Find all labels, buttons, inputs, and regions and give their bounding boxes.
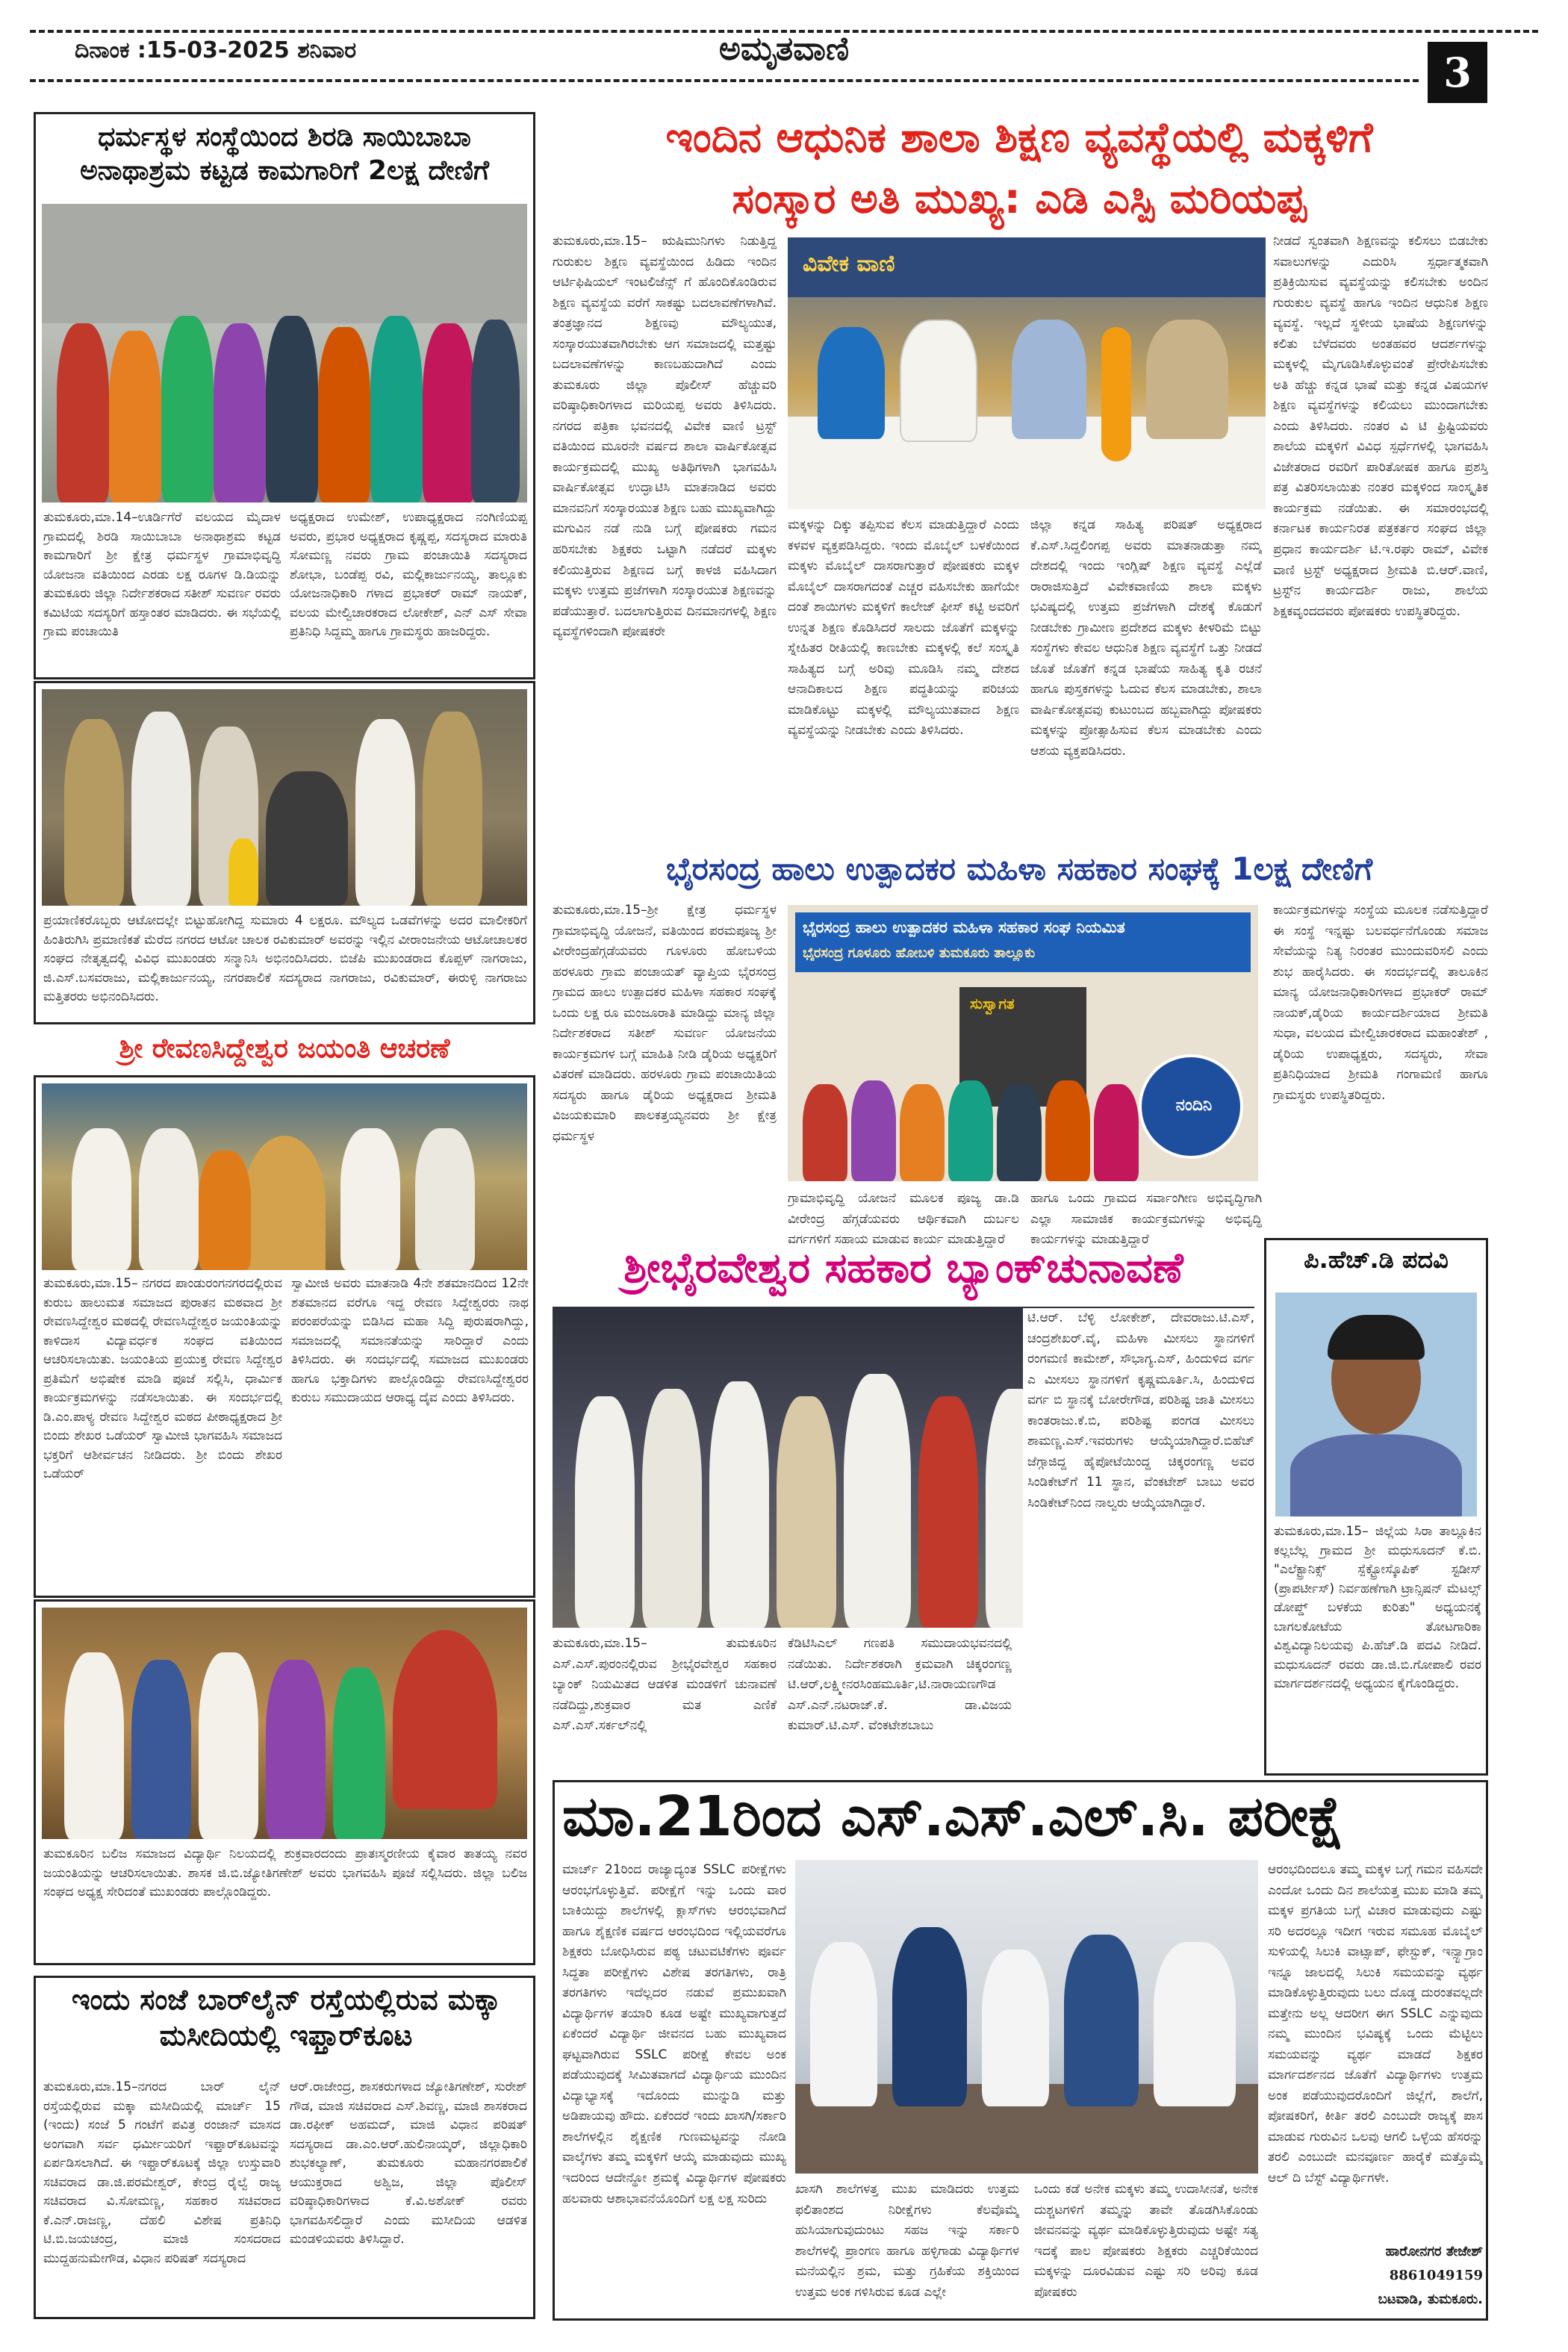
- photo-person: [844, 1374, 911, 1628]
- article-revanasiddeshwara: [34, 1075, 535, 1598]
- school-text-col2: ಮಕ್ಕಳನ್ನು ದಿಕ್ಕು ತಪ್ಪಿಸುವ ಕೆಲಸ ಮಾಡುತ್ತಿದ್ದಾರೆ ಎಂದು ಕಳವಳ ವ್ಯಕ್ತಪಡಿಸಿದ್ದರು. ಇಂದು ಮೊಬೈಲ್ ಬಳಕೆಯಿಂದ ಮಕ್ಕಳು ಮೊಬೈಲ್ ದಾಸರಾಗುತ್ತಾರೆ ಪೋಷಕರು ಮಕ್ಕಳ ಮೊಬೈಲ್ ದಾಸರಾಗದಂತೆ ಎಚ್ಚರ ವಹಿಸಬೇಕು ಹಾಗೆಯೇ ದಂತೆ ಶಾಯಿಗಳು ಮಕ್ಕಳಿಗೆ ಕಾಲೇಜ್ ಫೀಸ್ ಕಟ್ಟಿ ಅವರಿಗೆ ಉನ್ನತ ಶಿಕ್ಷಣ ಕೊಡಿಸಿದರೆ ಸಾಲದು ಜೊತೆಗೆ ಮಕ್ಕಳನ್ನು ಸ್ನೇಹಿತರ ರೀತಿಯಲ್ಲಿ ಕಾಣಬೇಕು ಮಕ್ಕಳಲ್ಲಿ ಕಲೆ ಸಂಸ್ಕೃತಿ ಸಾಹಿತ್ಯದ ಬಗ್ಗೆ ಅರಿವು ಮೂಡಿಸಿ ನಮ್ಮ ದೇಶದ ಆನಾದಿಕಾಲದ ಶಿಕ್ಷಣ ಪದ್ಧತಿಯನ್ನು ಪರಿಚಯ ಮಾಡಿಕೊಟ್ಟು ಮಕ್ಕಳಲ್ಲಿ ಮೌಲ್ಯಯುತವಾದ ಶಿಕ್ಷಣ ವ್ಯವಸ್ಥೆಯನ್ನು ನೀಡಬೇಕು ಎಂದು ತಿಳಿಸಿದರು.: [788, 517, 1019, 738]
- article-balija-photo: [34, 1599, 535, 1965]
- nandini-logo-text: ನಂದಿನಿ: [1175, 1096, 1213, 1115]
- photo-person: [709, 1381, 769, 1628]
- photo-swamiji: [199, 1151, 251, 1270]
- photo-person: [471, 320, 520, 503]
- photo-person: [1146, 320, 1228, 439]
- photo-person: [64, 719, 124, 906]
- article-sslc: [553, 1780, 1488, 2321]
- issue-date: ದಿನಾಂಕ :15-03-2025 ಶನಿವಾರ: [75, 37, 357, 63]
- photo-person: [900, 1084, 945, 1181]
- photo-dairy-society: [788, 905, 1258, 1181]
- dairy-text-col3: ಹಾಗೂ ಒಂದು ಗ್ರಾಮದ ಸರ್ವಾಂಗೀಣ ಅಭಿವೃದ್ಧಿಗಾಗಿ ಎಲ್ಲಾ ಸಾಮಾಜಿಕ ಕಾರ್ಯಕ್ರಮಗಳನ್ನು ಅಭಿವೃದ್ಧಿ ಕಾರ್ಯಗಳನ್ನು ಮಾಡುತ್ತಿದ್ದಾರೆ: [1030, 1191, 1262, 1248]
- photo-person: [214, 323, 266, 503]
- photo-person: [575, 1396, 635, 1628]
- photo-person: [642, 1389, 702, 1628]
- photo-person: [161, 316, 214, 503]
- photo-person: [1045, 1080, 1090, 1181]
- dairy-sign-subtext: ಭೈರಸಂದ್ರ ಗೂಳೂರು ಹೋಬಳಿ ತುಮಕೂರು ತಾಲ್ಲೂಕು: [803, 945, 1036, 961]
- dairy-sign-text: ಭೈರಸಂದ್ರ ಹಾಲು ಉತ್ಪಾದಕರ ಮಹಿಳಾ ಸಹಕಾರ ಸಂಘ ನಿಯಮಿತ: [803, 918, 1125, 936]
- photo-building-wall: [42, 204, 527, 323]
- photo-shirt: [1290, 1434, 1462, 1516]
- photo-person: [803, 1084, 847, 1181]
- photo-revanasiddeshwara: [42, 1083, 527, 1270]
- photo-idol: [393, 1630, 497, 1809]
- photo-person: [266, 316, 318, 503]
- headline-ifthar: ಇಂದು ಸಂಜೆ ಬಾರ್‌ಲೈನ್ ರಸ್ತೆಯಲ್ಲಿರುವ ಮಕ್ಕಾ ಮಸೀದಿಯಲ್ಲಿ ಇಫ್ತಾರ್‌ಕೂಟ: [71, 1983, 501, 2052]
- sslc-author-phone: 8861049159: [1389, 2268, 1483, 2283]
- headline-phd: ಪಿ.ಹೆಚ್.ಡಿ ಪದವಿ: [1304, 1245, 1449, 1274]
- sslc-author: ಹಾರೋನಗರ ತೇಜೇಶ್: [1385, 2244, 1483, 2259]
- photo-person: [64, 1652, 124, 1839]
- headline-dairy: ಭೈರಸಂದ್ರ ಹಾಲು ಉತ್ಪಾದಕರ ಮಹಿಳಾ ಸಹಕಾರ ಸಂಘಕ್ಕೆ 1ಲಕ್ಷ ದೇಣಿಗೆ: [665, 850, 1373, 887]
- photo-balija-samaja: [42, 1608, 527, 1839]
- photo-person: [266, 1660, 326, 1839]
- photo-lamp: [1101, 327, 1131, 461]
- photo-person: [818, 327, 885, 439]
- article-dharmasthala: [34, 112, 535, 679]
- school-text-col1: ತುಮಕೂರು,ಮಾ.15– ಋಷಿಮುನಿಗಳು ನಿಡುತ್ತಿದ್ದ ಗುರುಕುಲ ಶಿಕ್ಷಣ ವ್ಯವಸ್ಥೆಯಿಂದ ಹಿಡಿದು ಇಂದಿನ ಆರ್ಟಿಫಿಷಿಯಲ್ ಇಂಟಲಿಜೆನ್ಸ್ ಗೆ ಹೊಂದಿಕೊಂಡಿರುವ ಶಿಕ್ಷಣ ವ್ಯವಸ್ಥೆಯ ವರೆಗೆ ಸಾಕಷ್ಟು ಬದಲಾವಣೆಗಳಾಗಿವೆ. ತಂತ್ರಜ್ಞಾನದ ಶಿಕ್ಷಣವು ಮೌಲ್ಯಯುತ, ಸಂಸ್ಕಾರಯುತವಾಗಿರಬೇಕು ಆಗ ಸಮಾಜದಲ್ಲಿ ಮತ್ತಷ್ಟು ಬದಲಾವಣೆಗಳನ್ನು ಕಾಣಬಹುದಾಗಿದೆ ಎಂದು ತುಮಕೂರು ಜಿಲ್ಲಾ ಪೊಲೀಸ್ ಹೆಚ್ಚುವರಿ ವರಿಷ್ಠಾಧಿಕಾರಿಗಳಾದ ಮರಿಯಪ್ಪ ಅವರು ತಿಳಿಸಿದರು. ನಗರದ ಪತ್ರಿಕಾ ಭವನದಲ್ಲಿ ವಿವೇಕ ವಾಣಿ ಟ್ರಸ್ಟ್ ವತಿಯಿಂದ ಮೂರನೇ ವರ್ಷದ ಶಾಲಾ ವಾರ್ಷಿಕೋತ್ಸವ ಕಾರ್ಯಕ್ರಮದಲ್ಲಿ ಮುಖ್ಯ ಅತಿಥಿಗಳಾಗಿ ಭಾಗವಹಿಸಿ ವಾರ್ಷಿಕೋತ್ಸವ ಉದ್ಘಾಟಿಸಿ ಮಾತನಾಡಿದ ಅವರು ಮಾನವನಿಗೆ ಸಂಸ್ಕಾರಯುತ ಶಿಕ್ಷಣ ಬಹು ಮುಖ್ಯವಾಗಿದ್ದು ಮಗುವಿನ ನಡೆ ನುಡಿ ಬಗ್ಗೆ ಪೋಷಕರು ಗಮನ ಹರಿಸಬೇಕು ಶಿಕ್ಷಕರು ಒಟ್ಟಾಗಿ ನಡೆದರೆ ಮಕ್ಕಳು ಕಲಿಯುತ್ತಿರುವ ಶಿಕ್ಷಣದ ಬಗ್ಗೆ ಕಾಳಜಿ ವಹಿಸಿದಾಗ ಮಕ್ಕಳು ಉತ್ತಮ ಪ್ರಜೆಗಳಾಗಿ ಸಂಸ್ಕಾರಯುತ ಶಿಕ್ಷಣವನ್ನು ಪಡೆಯುತ್ತಾರೆ. ಬದಲಾಗುತ್ತಿರುವ ದಿನಮಾನಗಳಲ್ಲಿ ಶಿಕ್ಷಣ ವ್ಯವಸ್ಥೆಗಳಿಂದಾಗಿ ಪೋಷಕರೇ: [553, 234, 777, 640]
- photo-person: [131, 1660, 191, 1839]
- newspaper-title: ಅಮೃತವಾಣಿ: [718, 30, 850, 68]
- auto-caption: ಪ್ರಯಾಣಿಕರೊಬ್ಬರು ಆಟೋದಲ್ಲೇ ಬಿಟ್ಟುಹೋಗಿದ್ದ ಸುಮಾರು 4 ಲಕ್ಷರೂ. ಮೌಲ್ಯದ ಒಡವೆಗಳನ್ನು ಅದರ ಮಾಲೀಕರಿಗೆ ಹಿಂತಿರುಗಿಸಿ ಪ್ರಮಾಣಿಕತೆ ಮೆರೆದ ನಗರದ ಆಟೋ ಚಾಲಕ ರವಿಕುಮಾರ್ ಅವರನ್ನು ಇಲ್ಲಿನ ವೀರಾಂಜನೇಯ ಆಟೋಚಾಲಕರ ಸಂಘದ ನೇತೃತ್ವದಲ್ಲಿ ವಿವಿಧ ಮುಖಂಡರು ಸನ್ಮಾನಿಸಿ ಅಭಿನಂದಿಸಿದರು. ಬಿಜೆಪಿ ಮುಖಂಡರಾದ ಕೊಪ್ಪಳ್ ನಾಗರಾಜು, ಜಿ.ಎಸ್.ಬಸವರಾಜು, ಮಲ್ಲಿಕಾರ್ಜುನಯ್ಯ, ನಗರಪಾಲಿಕೆ ಸದಸ್ಯರಾದ ನಾಗರಾಜು, ರವಿಕುಮಾರ್, ಈರುಳ್ಳಿ ನಾಗರಾಜು ಮತ್ತಿತರರು ಅಭಿನಂದಿಸಿದರು.: [43, 913, 527, 1004]
- photo-student: [1064, 1935, 1139, 2106]
- photo-banner-label: ವಿವೇಕ ವಾಣಿ: [803, 251, 895, 277]
- photo-person: [139, 1128, 199, 1270]
- ifthar-text-col1: ತುಮಕೂರು,ಮಾ.15–ನಗರದ ಬಾರ್ ಲೈನ್ ರಸ್ತೆಯಲ್ಲಿರುವ ಮಕ್ಕಾ ಮಸೀದಿಯಲ್ಲಿ ಮಾರ್ಚ್ 15 (ಇಂದು) ಸಂಜೆ 5 ಗಂಟೆಗೆ ಪವಿತ್ರ ರಂಜಾನ್ ಮಾಸದ ಅಂಗವಾಗಿ ಸರ್ವ ಧರ್ಮೀಯರಿಗೆ ಇಫ್ತಾರ್‌ಕೂಟವನ್ನು ಏರ್ಪಡಿಸಲಾಗಿದೆ. ಈ ಇಫ್ತಾರ್‌ಕೂಟಕ್ಕೆ ಜಿಲ್ಲಾ ಉಸ್ತುವಾರಿ ಸಚಿವರಾದ ಡಾ.ಜಿ.ಪರಮೇಶ್ವರ್, ಕೇಂದ್ರ ರೈಲ್ವೆ ರಾಜ್ಯ ಸಚಿವರಾದ ವಿ.ಸೋಮಣ್ಣ, ಸಹಕಾರ ಸಚಿವರಾದ ಕೆ.ಎನ್.ರಾಜಣ್ಣ, ದೆಹಲಿ ವಿಶೇಷ ಪ್ರತಿನಿಧಿ ಟಿ.ಬಿ.ಜಯಚಂದ್ರ, ಮಾಜಿ ಸಂಸದರಾದ ಮುದ್ದಹನುಮೇಗೌಡ, ವಿಧಾನ ಪರಿಷತ್ ಸದಸ್ಯರಾದ: [43, 2079, 281, 2266]
- bank-text-col2: ಕೆಡಿಟಿಸಿಎಲ್ ಗಣಪತಿ ಸಮುದಾಯಭವನದಲ್ಲಿ ನಡೆಯಿತು. ನಿರ್ದೇಶಕರಾಗಿ ಕ್ರಮವಾಗಿ ಚಿಕ್ಕರಂಗಣ್ಣ ಟಿ.ಆರ್,ಲಕ್ಷ್ಮೀನರಸಿಂಹಮೂರ್ತಿ,ಟಿ.ನಾರಾಯಣಗೌಡ ಎಸ್.ಎನ್.ನಟರಾಜ್.ಕೆ. ಡಾ.ವಿಜಯ ಕುಮಾರ್.ಟಿ.ಎಸ್. ವೆಂಕಟೇಶಬಾಬು: [788, 1636, 1012, 1734]
- photo-person: [340, 1128, 400, 1270]
- photo-person: [851, 1080, 896, 1181]
- photo-person: [777, 1396, 836, 1628]
- photo-person: [72, 1128, 131, 1270]
- dairy-text-col1: ತುಮಕೂರು,ಮಾ.15–ಶ್ರೀ ಕ್ಷೇತ್ರ ಧರ್ಮಸ್ಥಳ ಗ್ರಾಮಾಭಿವೃದ್ಧಿ ಯೋಜನೆ, ವತಿಯಿಂದ ಪರಮಪೂಜ್ಯ ಶ್ರೀ ವೀರೇಂದ್ರಹೆಗ್ಗಡೆಯವರು ಗೂಳೂರು ಹೋಬಳಿಯ ಹರಳೂರು ಗ್ರಾಮ ಪಂಚಾಯತ್ ವ್ಯಾಪ್ತಿಯ ಭೈರಸಂದ್ರ ಗ್ರಾಮದ ಹಾಲು ಉತ್ಪಾದಕರ ಮಹಿಳಾ ಸಹಕಾರ ಸಂಘಕ್ಕೆ ಒಂದು ಲಕ್ಷ ರೂ ಮಂಜೂರಾತಿ ಮಾಡಿದ್ದು ಮಾನ್ಯ ಜಿಲ್ಲಾ ನಿರ್ದೇಶಕರಾದ ಸತೀಶ್ ಸುವರ್ಣ ಯೋಜನೆಯ ಕಾರ್ಯಕ್ರಮಗಳ ಬಗ್ಗೆ ಮಾಹಿತಿ ನೀಡಿ ಡೈರಿಯ ಅಧ್ಯಕ್ಷರಿಗೆ ವಿತರಣೆ ಮಾಡಿದರು. ಹರಳೂರು ಗ್ರಾಮ ಪಂಚಾಯಿತಿಯ ಸದಸ್ಯರು ಹಾಗೂ ಡೈರಿಯ ಅಧ್ಯಕ್ಷರಾದ ಶ್ರೀಮತಿ ವಿಜಯಕುಮಾರಿ ಪಾಲಕತ್ತಯ್ಯನವರು ಶ್ರೀ ಕ್ಷೇತ್ರ ಧರ್ಮಸ್ಥಳ: [553, 903, 777, 1144]
- headline-school-line2: ಸಂಸ್ಕಾರ ಅತಿ ಮುಖ್ಯ: ಎಡಿ ಎಸ್ಪಿ ಮರಿಯಪ್ಪ: [732, 175, 1307, 223]
- headline-school-line1: ಇಂದಿನ ಆಧುನಿಕ ಶಾಲಾ ಶಿಕ್ಷಣ ವ್ಯವಸ್ಥೆಯಲ್ಲಿ ಮಕ್ಕಳಿಗೆ: [665, 113, 1373, 162]
- article-auto-driver: [34, 681, 535, 1024]
- nandini-logo: [1139, 1054, 1243, 1159]
- revanasiddeshwara-text-col1: ತುಮಕೂರು,ಮಾ.15– ನಗರದ ಪಾಂಡುರಂಗನಗರದಲ್ಲಿರುವ ಕುರುಬ ಹಾಲುಮತ ಸಮಾಜದ ಪುರಾತನ ಮಠವಾದ ಶ್ರೀ ರೇವಣಸಿದ್ದೇಶ್ವರ ಮಠದಲ್ಲಿ ರೇವಣಸಿದ್ದೇಶ್ವರ ಜಯಂತಿಯನ್ನು ಕಾಳಿದಾಸ ವಿದ್ಯಾವರ್ಧಕ ಸಂಘದ ವತಿಯಿಂದ ಆಚರಿಸಲಾಯಿತು. ಜಯಂತಿಯ ಪ್ರಯುಕ್ತ ರೇವಣ ಸಿದ್ದೇಶ್ವರ ಪ್ರತಿಮೆಗೆ ಅಭಿಷೇಕ ಮಾಡಿ ಪೂಜೆ ಸಲ್ಲಿಸಿ, ಧಾರ್ಮಿಕ ಕಾರ್ಯಕ್ರಮಗಳನ್ನು ನಡೆಸಲಾಯಿತು. ಈ ಸಂದರ್ಭದಲ್ಲಿ ಡಿ.ಎಂ.ಪಾಳ್ಯ ರೇವಣ ಸಿದ್ದೇಶ್ವರ ಮಠದ ಪೀಠಾಧ್ಯಕ್ಷರಾದ ಶ್ರೀ ಬಿಂದು ಶೇಖರ ಒಡೆಯರ್ ಸ್ವಾಮೀಜಿ ಭಾಗವಹಿಸಿ ಸಮಾಜದ ಭಕ್ತರಿಗೆ ಆಶೀರ್ವಚನ ನೀಡಿದರು. ಶ್ರೀ ಬಿಂದು ಶೇಖರ ಒಡೆಯರ್: [43, 1276, 282, 1481]
- phd-caption: ತುಮಕೂರು,ಮಾ.15– ಜಿಲ್ಲೆಯ ಸಿರಾ ತಾಲ್ಲೂಕಿನ ಕಲ್ಲಬೆಲ್ಲ ಗ್ರಾಮದ ಶ್ರೀ ಮಧುಸೂದನ್ ಕೆ.ಬಿ. "ಎಲೆಕ್ಟ್ರಾನಿಕ್ಸ್ ಸ್ಪೆಕ್ಟ್ರೋಸ್ಕೊಪಿಕ್ ಸ್ಟಡೀಸ್ (ಪ್ರಾಪರ್ಟೀಸ್) ನಿರ್ವಹಣೆಗಾಗಿ ಟ್ರಾನ್ಸಿಷನ್ ಮೆಟಲ್ಸ್ ಡೋಪ್ಡ್ ಬಳಕೆಯ ಕುರಿತು" ಅಧ್ಯಯನಕ್ಕೆ ಬಾಗಲಕೋಟೆಯ ತೋಟಗಾರಿಕಾ ವಿಶ್ವವಿದ್ಯಾನಿಲಯವು ಪಿ.ಹೆಚ್.ಡಿ ಪದವಿ ನೀಡಿದೆ. ಮಧುಸೂದನ್ ರವರು ಡಾ.ಜಿ.ಬಿ.ಗೋಪಾಲಿ ರವರ ಮಾರ್ಗದರ್ಶನದಲ್ಲಿ ಅಧ್ಯಯನ ಕೈಗೊಂಡಿದ್ದರು.: [1274, 1524, 1481, 1691]
- headline-sslc: ಮಾ.21ರಿಂದ ಎಸ್.ಎಸ್.ಎಲ್.ಸಿ. ಪರೀಕ್ಷೆ: [562, 1785, 1345, 1849]
- photo-shrine: [243, 1136, 326, 1270]
- school-text-col3: ಜಿಲ್ಲಾ ಕನ್ನಡ ಸಾಹಿತ್ಯ ಪರಿಷತ್ ಅಧ್ಯಕ್ಷರಾದ ಕೆ.ಎಸ್.ಸಿದ್ದಲಿಂಗಪ್ಪ ಅವರು ಮಾತನಾಡುತ್ತಾ ನಮ್ಮ ದೇಶದಲ್ಲಿ ಇಂದು ಇಂಗ್ಲಿಷ್ ಶಿಕ್ಷಣ ವ್ಯವಸ್ಥೆ ಎಲ್ಲೆಡೆ ರಾರಾಜಿಸುತ್ತಿದೆ ವಿವೇಕವಾಣಿಯ ಶಾಲಾ ಮಕ್ಕಳು ಭವಿಷ್ಯದಲ್ಲಿ ಉತ್ತಮ ಪ್ರಜೆಗಳಾಗಿ ದೇಶಕ್ಕೆ ಕೊಡುಗೆ ನೀಡಬೇಕು ಗ್ರಾಮೀಣ ಪ್ರದೇಶದ ಮಕ್ಕಳು ಕೀಳರಿಮೆ ಬಿಟ್ಟು ಸಂಸ್ಥೆಗಳು ಕೇವಲ ಆಧುನಿಕ ಶಿಕ್ಷಣ ವ್ಯವಸ್ಥೆಗೆ ಒತ್ತು ನೀಡದೆ ಜೊತೆ ಜೊತೆಗೆ ಕನ್ನಡ ಭಾಷೆಯ ಸಾಹಿತ್ಯ ಕೃತಿ ರಚನೆ ಹಾಗೂ ಪುಸ್ತಕಗಳನ್ನು ಓದುವ ಕೆಲಸ ಮಾಡಬೇಕು, ಶಾಲಾ ವಾರ್ಷಿಕೋತ್ಸವವು ಕುಟುಂಬದ ಹಬ್ಬವಾಗಿದ್ದು ಪೋಷಕರು ಮಕ್ಕಳನ್ನು ಪ್ರೋತ್ಸಾಹಿಸುವ ಕೆಲಸ ಮಾಡಬೇಕು ಎಂದು ಆಶಯ ವ್ಯಕ್ತಪಡಿಸಿದರು.: [1030, 517, 1262, 759]
- photo-person: [1012, 320, 1086, 439]
- article-ifthar: [34, 1976, 535, 2319]
- bank-text-col1: ತುಮಕೂರು,ಮಾ.15– ತುಮಕೂರಿನ ಎಸ್.ಎಸ್.ಪುರಂನಲ್ಲಿರುವ ಶ್ರೀಭೈರವೇಶ್ವರ ಸಹಕಾರ ಬ್ಯಾಂಕ್ ನಿಯಮಿತದ ಆಡಳಿತ ಮಂಡಳಿಗೆ ಚುನಾವಣೆ ನಡೆದಿದ್ದು,ಶುಕ್ರವಾರ ಮತ ಎಣಿಕೆ ಎಸ್.ಎಸ್.ಸರ್ಕಲ್‌ನಲ್ಲಿ: [553, 1636, 777, 1734]
- photo-person: [199, 1652, 258, 1839]
- sslc-text-col3: ಒಂದು ಕಡೆ ಅನೇಕ ಮಕ್ಕಳು ತಮ್ಮ ಉದಾಸೀನತೆ, ಅನೇಕ ದುಶ್ಚಟಗಳಿಗೆ ತಮ್ಮನ್ನು ತಾವೇ ತೊಡಗಿಸಿಕೊಂಡು ಜೀವನವನ್ನು ವ್ಯರ್ಥ ಮಾಡಿಕೊಳ್ಳುತ್ತಿರುವುದು ಅಷ್ಟೇ ಸತ್ಯ ಇದಕ್ಕೆ ಪಾಲ ಪೋಷಕರು ಶಿಕ್ಷಕರು ಎಚ್ಚರಿಕೆಯಿಂದ ಮಕ್ಕಳನ್ನು ದೂರವಿಡುವ ಎಷ್ಟು ಸರಿ ಅರಿವು ಕೂಡ ಪೋಷಕರು: [1034, 2182, 1258, 2300]
- headline-bank-election: ಶ್ರೀಭೈರವೇಶ್ವರ ಸಹಕಾರ ಬ್ಯಾಂಕ್‌ಚುನಾವಣೆ: [623, 1244, 1183, 1292]
- photo-hair: [1328, 1315, 1425, 1360]
- photo-school-stage: [788, 237, 1266, 509]
- photo-auto-felicitation: [42, 689, 527, 906]
- dharmasthala-text-col1: ತುಮಕೂರು,ಮಾ.14–ಊರ್ಡಿಗೆರೆ ವಲಯದ ಮೈದಾಳ ಗ್ರಾಮದಲ್ಲಿ ಶಿರಡಿ ಸಾಯಿಬಾಬಾ ಅನಾಥಾಶ್ರಮ ಕಟ್ಟಡ ಕಾಮಗಾರಿಗೆ ಶ್ರೀ ಕ್ಷೇತ್ರ ಧರ್ಮಸ್ಥಳ ಗ್ರಾಮಾಭಿವೃದ್ಧಿ ಯೋಜನಾ ವತಿಯಿಂದ ಎರಡು ಲಕ್ಷ ರೂಗಳ ಡಿ.ಡಿಯನ್ನು ತುಮಕೂರು ಜಿಲ್ಲಾ ನಿರ್ದೇಶಕರಾದ ಸತೀಶ್ ಸುವರ್ಣ ರವರು ಕಮಿಟಿಯ ಸದಸ್ಯರಿಗೆ ಹಸ್ತಾಂತರ ಮಾಡಿದರು. ಈ ಸಭೆಯಲ್ಲಿ ಗ್ರಾಮ ಪಂಚಾಯಿತಿ: [43, 510, 281, 639]
- photo-person: [57, 323, 109, 503]
- photo-dharmasthala-group: [42, 204, 527, 503]
- photo-person: [370, 316, 423, 503]
- photo-student: [810, 1942, 877, 2106]
- photo-banner: [788, 237, 1266, 297]
- photo-person: [423, 323, 475, 503]
- photo-person: [333, 1667, 385, 1839]
- school-text-col4: ನೀಡದೆ ಸ್ವಂತವಾಗಿ ಶಿಕ್ಷಣವನ್ನು ಕಲಿಸಲು ಬಿಡಬೇಕು ಸವಾಲುಗಳನ್ನು ಎದುರಿಸಿ ಸ್ಪರ್ಧಾತ್ಮಕವಾಗಿ ಪ್ರತಿಕ್ರಿಯಿಸುವ ವ್ಯವಸ್ಥೆಯನ್ನು ಕಲಿಸಬೇಕು ಅಂದಿನ ಗುರುಕುಲ ವ್ಯವಸ್ಥೆ ಹಾಗೂ ಇಂದಿನ ಆಧುನಿಕ ಶಿಕ್ಷಣ ವ್ಯವಸ್ಥೆ. ಇಲ್ಲದೆ ಸ್ಥಳೀಯ ಭಾಷೆಯ ಶಿಕ್ಷಣಗಳನ್ನು ಕಲಿತು ಬೆಳೆದವರು ಅಂತಹವರ ಆದರ್ಶಗಳನ್ನು ಮಕ್ಕಳಲ್ಲಿ ಮೈಗೂಡಿಸಿಕೊಳ್ಳುವಂತೆ ಪ್ರೇರೇಪಿಸಬೇಕು ಅತಿ ಹೆಚ್ಚು ಕನ್ನಡ ಭಾಷೆ ಮತ್ತು ಕನ್ನಡ ವಿಷಯಗಳ ಶಿಕ್ಷಣ ವ್ಯವಸ್ಥೆಗಳನ್ನು ಕಲಿಯಲು ಮುಂದಾಗಬೇಕು ಎಂದು ತಿಳಿಸಿದರು. ನಂತರ ವಿ ಟಿ ಫ್ರಿಷ್ಟಿಯವರು ಶಾಲೆಯ ಮಕ್ಕಳಿಗೆ ವಿವಿಧ ಸ್ಪರ್ಧೆಗಳಲ್ಲಿ ಭಾಗವಹಿಸಿ ವಿಜೇತರಾದ ರವರಿಗೆ ಪಾರಿತೋಷಕ ಹಾಗೂ ಪ್ರಶಸ್ತಿ ಪತ್ರ ವಿತರಿಸಲಾಯಿತು ನಂತರ ಮಕ್ಕಳಿಂದ ಸಾಂಸ್ಕೃತಿಕ ಕಾರ್ಯಕ್ರಮ ನಡೆಯಿತು. ಈ ಸಮಾರಂಭದಲ್ಲಿ ಕರ್ನಾಟಕ ಕಾರ್ಯನಿರತ ಪತ್ರಕರ್ತರ ಸಂಘದ ಜಿಲ್ಲಾ ಪ್ರಧಾನ ಕಾರ್ಯದರ್ಶಿ ಟಿ.ಇ.ರಘು ರಾಮ್, ವಿವೇಕ ವಾಣಿ ಟ್ರಸ್ಟ್ ಅಧ್ಯಕ್ಷರಾದ ಶ್ರೀಮತಿ ಬಿ.ಆರ್.ವಾಣಿ, ಟ್ರಸ್ಟ್‌ನ ಕಾರ್ಯದರ್ಶಿ ರಾಜು, ಶಾಲೆಯ ಶಿಕ್ಷಕವೃಂದದವರು ಪೋಷಕರು ಉಪಸ್ಥಿತರಿದ್ದರು.: [1273, 234, 1488, 619]
- dharmasthala-text-col2: ಅಧ್ಯಕ್ಷರಾದ ಉಮೇಶ್, ಉಪಾಧ್ಯಕ್ಷರಾದ ನಂಗಿಣಿಯಪ್ಪ ಅವರು, ಪ್ರಭಾರ ಅಧ್ಯಕ್ಷರಾದ ಕೃಷ್ಣಪ್ಪ, ಸದಸ್ಯರಾದ ಮಾರುತಿ ಸೋಮಣ್ಣ ನವರು ಗ್ರಾಮ ಪಂಚಾಯಿತಿ ಸದಸ್ಯರಾದ ಶೋಭಾ, ಬಂಡೆಪ್ಪ ರವಿ, ಮಲ್ಲಿಕಾರ್ಜುನಯ್ಯ, ತಾಲ್ಲೂಕು ಯೋಜನಾಧಿಕಾರಿ ಗಳಾದ ಪ್ರಭಾಕರ್ ರಾಮ್ ನಾಯಕ್, ವಲಯ ಮೇಲ್ವಿಚಾರಕರಾದ ಲೋಕೇಶ್, ಎನ್ ಎಸ್ ಸೇವಾ ಪ್ರತಿನಿಧಿ ಸಿದ್ದಮ್ಮ ಹಾಗೂ ಗ್ರಾಮಸ್ಥರು ಹಾಜರಿದ್ದರು.: [290, 510, 527, 639]
- dairy-text-col4: ಕಾರ್ಯಕ್ರಮಗಳನ್ನು ಸಂಸ್ಥೆಯ ಮೂಲಕ ನಡೆಸುತ್ತಿದ್ದಾರೆ ಈ ಸಂಸ್ಥೆ ಇನ್ನಷ್ಟು ಬಲವರ್ಧನೆಗೊಂಡು ಸಮಾಜ ಸೇವೆಯನ್ನು ನಿತ್ಯ ನಿರಂತರ ಮುಂದುವರಿಸಲಿ ಎಂದು ಶುಭ ಹಾರೈಸಿದರು. ಈ ಸಂದರ್ಭದಲ್ಲಿ ತಾಲೂಕಿನ ಮಾನ್ಯ ಯೋಜನಾಧಿಕಾರಿಗಳಾದ ಪ್ರಭಾಕರ್ ರಾಮ್ ನಾಯಕ್,ಡೈರಿಯ ಕಾರ್ಯದರ್ಶಿಯಾದ ಶ್ರೀಮತಿ ಸುಧಾ, ವಲಯದ ಮೇಲ್ವಿಚಾರಕರಾದ ಮಹಾಂತೇಶ್ , ಡೈರಿಯ ಉಪಾಧ್ಯಕ್ಷರು, ಸದಸ್ಯರು, ಸೇವಾ ಪ್ರತಿನಿಧಿಯಾದ ಶ್ರೀಮತಿ ಗಂಗಾಮಣಿ ಹಾಗೂ ಗ್ರಾಮಸ್ಥರು ಉಪಸ್ಥಿತರಿದ್ದರು.: [1273, 903, 1488, 1103]
- masthead-rule: [30, 79, 1419, 82]
- dairy-text-col2: ಗ್ರಾಮಾಭಿವೃದ್ಧಿ ಯೋಜನೆ ಮೂಲಕ ಪೂಜ್ಯ ಡಾ.ಡಿ ವೀರೇಂದ್ರ ಹೆಗ್ಗಡೆಯವರು ಆರ್ಥಿಕವಾಗಿ ದುರ್ಬಲ ವರ್ಗಗಳಿಗೆ ಸಹಾಯ ಮಾಡುವ ಕಾರ್ಯ ಮಾಡುತ್ತಿದ್ದಾರೆ: [788, 1191, 1019, 1248]
- photo-student: [982, 1950, 1049, 2106]
- revanasiddeshwara-text-col2: ಸ್ವಾಮೀಜಿ ಅವರು ಮಾತನಾಡಿ 4ನೇ ಶತಮಾನದಿಂದ 12ನೇ ಶತಮಾನದ ವರೆಗೂ ಇದ್ದ ರೇವಣ ಸಿದ್ದೇಶ್ವರರು ನಾಥ ಪರಂಪರೆಯನ್ನು ಬಿಡಿಸಿದ ಮಹಾ ಸಿದ್ದಿ ಪುರುಷರಾಗಿದ್ದು, ಸಮಾಜದಲ್ಲಿ ಸಮಾನತೆಯನ್ನು ಸಾರಿದ್ದಾರೆ ಎಂದು ತಿಳಿಸಿದರು. ಈ ಸಂದರ್ಭದಲ್ಲಿ ಸಮಾಜದ ಮುಖಂಡರು ಹಾಗೂ ಭಕ್ತಾದಿಗಳು ಪಾಲ್ಗೊಂಡಿದ್ದು ರೇವಣಸಿದ್ದೇಶ್ವರರ ಕುರುಬ ಸಮುದಾಯದ ಆರಾಧ್ಯ ದೈವ ಎಂದು ತಿಳಿಸಿದರು.: [291, 1276, 529, 1405]
- ifthar-text-col2: ಆರ್.ರಾಜೇಂದ್ರ, ಶಾಸಕರುಗಳಾದ ಜ್ಯೋತಿಗಣೇಶ್, ಸುರೇಶ್ ಗೌಡ, ಮಾಜಿ ಸಚಿವರಾದ ಎಸ್.ಶಿವಣ್ಣ, ಮಾಜಿ ಶಾಸಕರಾದ ಡಾ.ರಫೀಕ್ ಅಹಮದ್, ಮಾಜಿ ವಿಧಾನ ಪರಿಷತ್ ಸದಸ್ಯರಾದ ಡಾ.ಎಂ.ಆರ್.ಹುಲಿನಾಯ್ಕರ್, ಜಿಲ್ಲಾಧಿಕಾರಿ ಶುಭಕಲ್ಯಾಣ್, ತುಮಕೂರು ಮಹಾನಗರಪಾಲಿಕೆ ಆಯುಕ್ತರಾದ ಅಶ್ವಿಜ, ಜಿಲ್ಲಾ ಪೊಲೀಸ್ ವರಿಷ್ಠಾಧಿಕಾರಿಗಳಾದ ಕೆ.ವಿ.ಅಶೋಕ್ ರವರು ಭಾಗವಹಿಸಲಿದ್ದಾರೆ ಎಂದು ಮಸೀದಿಯ ಆಡಳಿತ ಮಂಡಳಿಯವರು ತಿಳಿಸಿದ್ದಾರೆ.: [290, 2079, 527, 2247]
- headline-dharmasthala: ಧರ್ಮಸ್ಥಳ ಸಂಸ್ಥೆಯಿಂದ ಶಿರಡಿ ಸಾಯಿಬಾಬಾ ಅನಾಥಾಶ್ರಮ ಕಟ್ಟಡ ಕಾಮಗಾರಿಗೆ 2ಲಕ್ಷ ದೇಣಿಗೆ: [80, 122, 489, 186]
- sslc-text-col4: ಆರಂಭದಿಂದಲೂ ತಮ್ಮ ಮಕ್ಕಳ ಬಗ್ಗೆ ಗಮನ ವಹಿಸದೇ ಎಂದೋ ಒಂದು ದಿನ ಶಾಲೆಯತ್ತ ಮುಖ ಮಾಡಿ ತಮ್ಮ ಮಕ್ಕಳ ಪ್ರಗತಿಯ ಬಗ್ಗೆ ವಿಚಾರ ಮಾಡುವುದು ಎಷ್ಟು ಸರಿ ಅದರಲ್ಲೂ ಇದೀಗ ಇರುವ ಸಮೂಹ ಮೊಬೈಲ್ ಸುಳಿಯಲ್ಲಿ ಸಿಲುಕಿ ವಾಟ್ಸಾಪ್, ಫೇಸ್ಬುಕ್, ಇನ್ಸ್ಟಾಗ್ರಾಂ ಇನ್ನೂ ಜಾಲದಲ್ಲಿ ಸಿಲುಕಿ ಸಮಯವನ್ನು ವ್ಯರ್ಥ ಮಾಡಿಕೊಳ್ಳುತ್ತಿರುವುದು ಬಲು ದೊಡ್ಡ ದುರಂತವಲ್ಲದೇ ಮತ್ತೇನು ಅಲ್ಲ ಆದರೀಗ ಈಗ SSLC ಎನ್ನುವುದು ನಮ್ಮ ಮುಂದಿನ ಭವಿಷ್ಯಕ್ಕೆ ಒಂದು ಮೆಟ್ಟಿಲು ಸಮಯವನ್ನು ವ್ಯರ್ಥ ಮಾಡದೆ ಶಿಕ್ಷಕರ ಮಾರ್ಗದರ್ಶನದ ಜೊತೆಗೆ ವಿದ್ಯಾರ್ಥಿಗಳು ಉತ್ತಮ ಅಂಕ ಪಡೆಯುವುದರೊಂದಿಗೆ ಜಿಲ್ಲೆಗೆ, ಶಾಲೆಗೆ, ಪೋಷಕರಿಗೆ, ಕೀರ್ತಿ ತರಲಿ ಎಂಬುದೇ ರಾಜ್ಯಕ್ಕೆ ಪಾಸ ಮಾಡುವ ಗುರುವಿನ ಒಲವು ಆಗಲಿ ಒಳ್ಳೆಯ ಹೆಸರನ್ನು ತರಲಿ ಎಂಬುದೇ ಮನವೂರ್ಣ ಹಾರೈಕೆ ಮತ್ತೊಮ್ಮೆ ಆಲ್ ದಿ ಬೆಸ್ಟ್ ವಿದ್ಯಾರ್ಥಿಗಳೇ.: [1268, 1862, 1483, 2185]
- photo-person: [423, 712, 482, 906]
- photo-student: [892, 1927, 967, 2106]
- sslc-text-col1: ಮಾರ್ಚ್ 21ರಿಂದ ರಾಜ್ಯಾದ್ಯಂತ SSLC ಪರೀಕ್ಷೆಗಳು ಆರಂಭಗೊಳ್ಳುತ್ತಿವೆ. ಪರೀಕ್ಷೆಗೆ ಇನ್ನು ಒಂದು ವಾರ ಬಾಕಿಯಿದ್ದು ಶಾಲೆಗಳಲ್ಲಿ ಕ್ಲಾಸ್‌ಗಳು ಆರಂಭವಾಗಿದೆ ಹಾಗೂ ಶೈಕ್ಷಣಿಕ ವರ್ಷದ ಆರಂಭದಿಂದ ಇಲ್ಲಿಯವರೆಗೂ ಶಿಕ್ಷಕರು ಬೋಧಿಸಿರುವ ಪಠ್ಯ ಚಟುವಟಿಕೆಗಳು ಪೂರ್ವ ಸಿದ್ಧತಾ ಪರೀಕ್ಷೆಗಳು ವಿಶೇಷ ತರಗತಿಗಳು, ರಾತ್ರಿ ತರಗತಿಗಳು ಇದೆಲ್ಲದರ ನಡುವೆ ಪ್ರಮುಖವಾಗಿ ವಿದ್ಯಾರ್ಥಿಗಳ ತಯಾರಿ ಕೂಡ ಅಷ್ಟೇ ಮುಖ್ಯವಾಗುತ್ತದೆ ಏಕೆಂದರೆ ವಿದ್ಯಾರ್ಥಿ ಜೀವನದ ಬಹು ಮುಖ್ಯವಾದ ಘಟ್ಟವಾಗಿರುವ SSLC ಪರೀಕ್ಷೆ ಕೇವಲ ಅಂಕ ಪಡೆಯುವುದಕ್ಕೆ ಸೀಮಿತವಾಗದೆ ವಿದ್ಯಾರ್ಥಿಯ ಮುಂದಿನ ವಿದ್ಯಾಭ್ಯಾಸಕ್ಕೆ ಇದೊಂದು ಮುನ್ನುಡಿ ಮತ್ತು ಅಡಿಪಾಯವು ಹೌದು. ಏಕೆಂದರೆ ಇಂದು ಖಾಸಗಿ/ಸರ್ಕಾರಿ ಶಾಲೆಗಳಲ್ಲಿನ ಶೈಕ್ಷಣಿಕ ಗುಣಮಟ್ಟವನ್ನು ನೋಡಿ ವಾಲ್ಕೆಗಳು ತಮ್ಮ ಮಕ್ಕಳಿಗೆ ಆಯ್ಕೆ ಮಾಡುವುದು ಮುಖ್ಯ ಇದರಿಂದ ಆದೇನ್ಥೋ ಶ್ರಮಕ್ಕೆ ವಿದ್ಯಾರ್ಥಿಗಳ ಪೋಷಕರು ಹಲವಾರು ಆಶಾಭಾವನೆಯೊಂದಿಗೆ ಲಕ್ಷ ಲಕ್ಷ ಸುರಿದು: [562, 1862, 786, 2206]
- photo-person: [918, 1396, 978, 1628]
- sslc-author-place: ಬಟವಾಡಿ, ತುಮಕೂರು.: [1378, 2292, 1483, 2307]
- dairy-welcome-sign: ಸುಸ್ವಾಗತ: [970, 995, 1015, 1012]
- photo-person: [900, 320, 977, 442]
- page-number: 3: [1428, 42, 1487, 103]
- bank-text-col3: ಟಿ.ಆರ್. ಬೆಳ್ಳಿ ಲೋಕೇಶ್, ದೇವರಾಜು.ಟಿ.ಎಸ್, ಚಂದ್ರಶೇಖರ್.ವೈ, ಮಹಿಳಾ ಮೀಸಲು ಸ್ಥಾನಗಳಿಗೆ ರಂಗಮಣಿ ಕಾಮೇಶ್, ಸೌಭಾಗ್ಯ.ಎಸ್, ಹಿಂದುಳಿದ ವರ್ಗ ಎ ಮೀಸಲು ಸ್ಥಾನಗಳಿಗೆ ಕೃಷ್ಣಮೂರ್ತಿ.ಸಿ, ಹಿಂದುಳಿದ ವರ್ಗ ಬಿ ಸ್ಥಾನಕ್ಕೆ ಬೋರೇಗೌಡ, ಪರಿಶಿಷ್ಟ ಜಾತಿ ಮೀಸಲು ಕಾಂತರಾಜು.ಕೆ.ಬಿ, ಪರಿಶಿಷ್ಟ ಪಂಗಡ ಮೀಸಲು ಶಾಮಣ್ಣ.ಎಸ್.ಇವರುಗಳು ಆಯ್ಕೆಯಾಗಿದ್ದಾರೆ.ಬಿಹೆಚ್ ಜೆಗ್ಗಾಜಿದ್ದ ಹೈಪೋಟೆಯಿಂದ್ದ ಚಿಕ್ಕರಂಗಣ್ಣ ಅವರ ಸಿಂಡಿಕೇಟ್‌ಗೆ 11 ಸ್ಥಾನ, ವೆಂಕಟೇಶ್ ಬಾಬು ಅವರ ಸಿಂಡಿಕೇಟ್‌ನಿಂದ ನಾಲ್ವರು ಆಯ್ಕೆಯಾಗಿದ್ದಾರೆ.: [1023, 1308, 1254, 1776]
- photo-person: [318, 327, 370, 503]
- photo-phd-portrait: [1275, 1292, 1477, 1516]
- headline-revanasiddeshwara: ಶ್ರೀ ರೇವಣಸಿದ್ದೇಶ್ವರ ಜಯಂತಿ ಆಚರಣೆ: [119, 1033, 450, 1064]
- photo-student: [1154, 1942, 1236, 2106]
- photo-person: [355, 719, 415, 906]
- photo-person: [415, 1128, 475, 1270]
- photo-child: [228, 839, 258, 906]
- photo-person: [266, 771, 348, 906]
- photo-person: [948, 1080, 993, 1181]
- sslc-text-col2: ಖಾಸಗಿ ಶಾಲೆಗಳತ್ತ ಮುಖ ಮಾಡಿದರು ಉತ್ತಮ ಫಲಿತಾಂಶದ ನಿರೀಕ್ಷೆಗಳು ಕೆಲವೊಮ್ಮೆ ಹುಸಿಯಾಗುವುದುಂಟು ಸಹಜ ಇನ್ನು ಸರ್ಕಾರಿ ಶಾಲೆಗಳಲ್ಲಿ ಪ್ರಾಂಗಣ ಹಾಗೂ ಹಳ್ಳಿಗಾಡು ವಿದ್ಯಾರ್ಥಿಗಳ ಮನೆಯಲ್ಲಿನ ಶ್ರಮ, ಮತ್ತು ಗ್ರಹಿಕೆಯ ಶಕ್ತಿಯಿಂದ ಉತ್ತಮ ಅಂಕ ಗಳಿಸಿರುವ ಕೂಡ ಎಲ್ಲೇ: [795, 2182, 1019, 2300]
- photo-person: [131, 712, 191, 906]
- photo-person: [997, 1084, 1042, 1181]
- article-phd: [1264, 1238, 1488, 1776]
- photo-dairy-sign: [795, 912, 1251, 972]
- balija-caption: ತುಮಕೂರಿನ ಬಲಿಜ ಸಮಾಜದ ವಿದ್ಯಾರ್ಥಿ ನಿಲಯದಲ್ಲಿ ಶುಕ್ರವಾರದಂದು ಪ್ರಾತಃಸ್ಮರಣೀಯ ಕೈವಾರ ತಾತಯ್ಯ ನವರ ಜಯಂತಿಯನ್ನು ಆಚರಿಸಲಾಯಿತು. ಶಾಸಕ ಜಿ.ಬಿ.ಜ್ಯೋತಿಗಣೇಶ್ ಅವರು ಭಾಗವಹಿಸಿ ಪೂಜೆ ಸಲ್ಲಿಸಿದರು. ಜಿಲ್ಲಾ ಬಲಿಜ ಸಂಘದ ಅಧ್ಯಕ್ಷ ಸೇರಿದಂತೆ ಮುಖಂಡರು ಪಾಲ್ಗೊಂಡಿದ್ದರು.: [43, 1847, 527, 1900]
- photo-person: [1094, 1084, 1139, 1181]
- photo-sslc-exam: [795, 1860, 1258, 2174]
- photo-person: [109, 331, 161, 503]
